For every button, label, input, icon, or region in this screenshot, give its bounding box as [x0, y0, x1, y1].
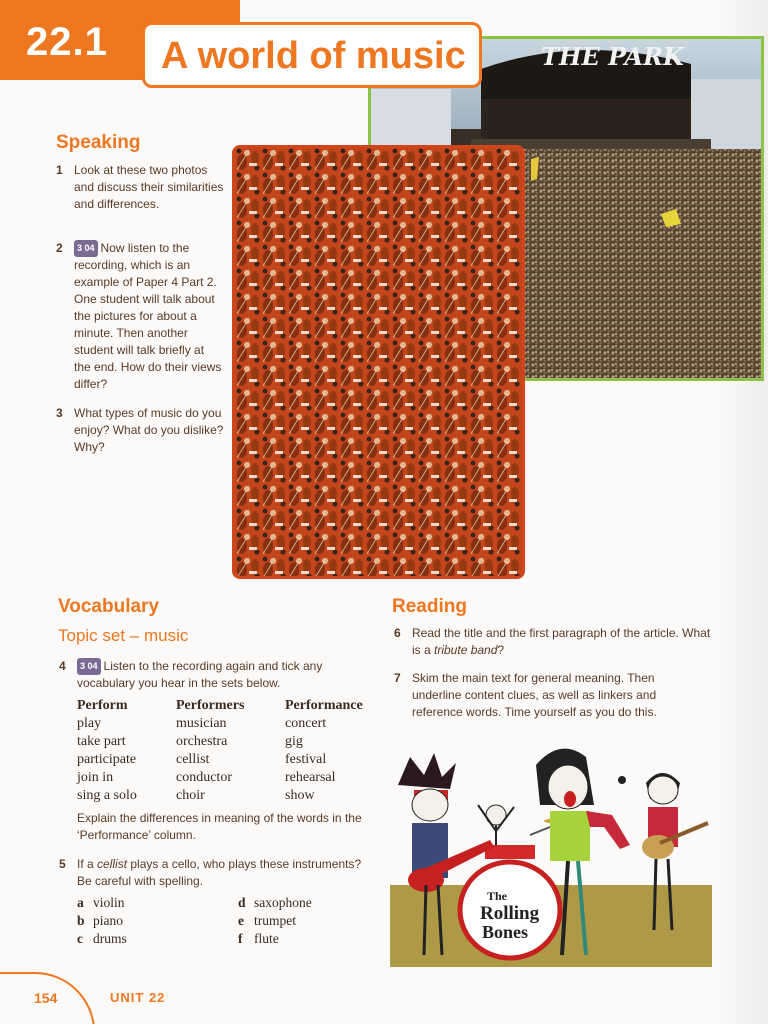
- question-number: 1: [56, 163, 63, 177]
- vocab-item: musician: [176, 716, 227, 731]
- title-box: [142, 22, 482, 88]
- instrument-list-right: [238, 894, 312, 948]
- instrument-letter: b: [77, 913, 85, 928]
- vocab-item: conductor: [176, 770, 232, 785]
- question-text: Now listen to the recording, which is an example of Paper 4 Part 2. One student will talk about the pictures for about a minute. Then another student will talk briefly at the end. How do their views differ?: [74, 241, 222, 391]
- vocab-item: show: [285, 788, 315, 803]
- vocab-item: sing a solo: [77, 788, 137, 803]
- drum-text-line2: Rolling: [480, 903, 540, 924]
- audio-track-icon[interactable]: 3 04: [74, 240, 98, 257]
- instrument-item: [238, 912, 312, 930]
- page-title: A world of music: [161, 35, 466, 77]
- vocabulary-question-4: [59, 658, 367, 692]
- instrument-item: [77, 894, 127, 912]
- instrument-item: [238, 894, 312, 912]
- instrument-letter: a: [77, 895, 84, 910]
- question-text: What types of music do you enjoy? What do you dislike? Why?: [74, 406, 224, 454]
- vocab-item: choir: [176, 788, 205, 803]
- instrument-item: [238, 930, 312, 948]
- question-text-pre: Read the title and the first paragraph of the article. What is a: [412, 626, 711, 657]
- instrument-letter: c: [77, 931, 83, 946]
- question-number: 2: [56, 241, 63, 255]
- vocab-item: concert: [285, 716, 327, 731]
- vocab-column-perform: [77, 697, 137, 805]
- question-text-post: plays a cello, who plays these instruments? Be careful with spelling.: [77, 857, 362, 888]
- vocab-item: gig: [285, 734, 303, 749]
- vocab-item: take part: [77, 734, 126, 749]
- speaking-question-1: [56, 162, 224, 213]
- speaking-question-3: [56, 405, 224, 456]
- drum-text-line1: The: [487, 889, 508, 903]
- vocab-column-header: Perform: [77, 698, 128, 713]
- instrument-list-left: [77, 894, 127, 948]
- vocabulary-heading: Vocabulary: [58, 596, 160, 617]
- vocab-item: cellist: [176, 752, 210, 767]
- instrument-name: violin: [93, 895, 125, 910]
- instrument-name: piano: [93, 913, 123, 928]
- question-text-emphasis: tribute band: [434, 643, 498, 657]
- speaking-question-2: [56, 240, 224, 393]
- question-number: 3: [56, 406, 63, 420]
- audio-track-icon[interactable]: 3 04: [77, 658, 101, 675]
- unit-number: 22.1: [26, 20, 108, 64]
- vocab-column-header: Performance: [285, 698, 363, 713]
- instrument-letter: e: [238, 913, 244, 928]
- instrument-name: saxophone: [254, 895, 312, 910]
- instrument-name: trumpet: [254, 913, 296, 928]
- speaking-heading: Speaking: [56, 132, 141, 153]
- reading-question-7: [394, 670, 702, 721]
- unit-label: UNIT 22: [110, 990, 166, 1005]
- question-text-pre: If a: [77, 857, 98, 871]
- question-text-emphasis: cellist: [97, 857, 128, 871]
- page-number: 154: [34, 990, 58, 1006]
- vocab-item: festival: [285, 752, 327, 767]
- question-number: 7: [394, 671, 401, 685]
- question-number: 6: [394, 626, 401, 640]
- question-text: Listen to the recording again and tick any vocabulary you hear in the sets below.: [77, 659, 323, 690]
- vocab-item: rehearsal: [285, 770, 336, 785]
- instrument-letter: f: [238, 931, 243, 946]
- vocab-column-header: Performers: [176, 698, 245, 713]
- vocab-item: orchestra: [176, 734, 228, 749]
- question-number: 5: [59, 857, 66, 871]
- question-number: 4: [59, 659, 66, 673]
- instrument-item: [77, 930, 127, 948]
- cartoon-band-illustration: [390, 735, 712, 967]
- instrument-letter: d: [238, 895, 246, 910]
- vocabulary-explain-instruction: Explain the differences in meaning of the words in the ‘Performance’ column.: [77, 811, 362, 842]
- reading-question-6: [394, 625, 712, 659]
- vocab-item: play: [77, 716, 102, 731]
- rolling-bones-cartoon: [390, 735, 712, 967]
- vocabulary-question-5: [59, 856, 377, 890]
- instrument-item: [77, 912, 127, 930]
- vocab-item: join in: [77, 770, 114, 785]
- festival-sign-text: THE PARK: [541, 42, 684, 71]
- question-text: Look at these two photos and discuss their similarities and differences.: [74, 163, 224, 211]
- question-text: Skim the main text for general meaning. Then underline content clues, as well as linkers and reference words. Time yourself as you do this.: [412, 671, 657, 719]
- vocabulary-subheading: Topic set – music: [58, 626, 189, 645]
- instrument-name: drums: [93, 931, 127, 946]
- instrument-name: flute: [254, 931, 279, 946]
- vocab-item: participate: [77, 752, 137, 767]
- drum-text-line3: Bones: [482, 922, 529, 942]
- vocab-column-performance: [285, 697, 363, 805]
- question-text-post: ?: [497, 643, 505, 657]
- orchestra-photo: [232, 145, 525, 579]
- reading-heading: Reading: [392, 596, 467, 617]
- vocab-column-performers: [176, 697, 244, 805]
- orchestra-image: [235, 148, 525, 579]
